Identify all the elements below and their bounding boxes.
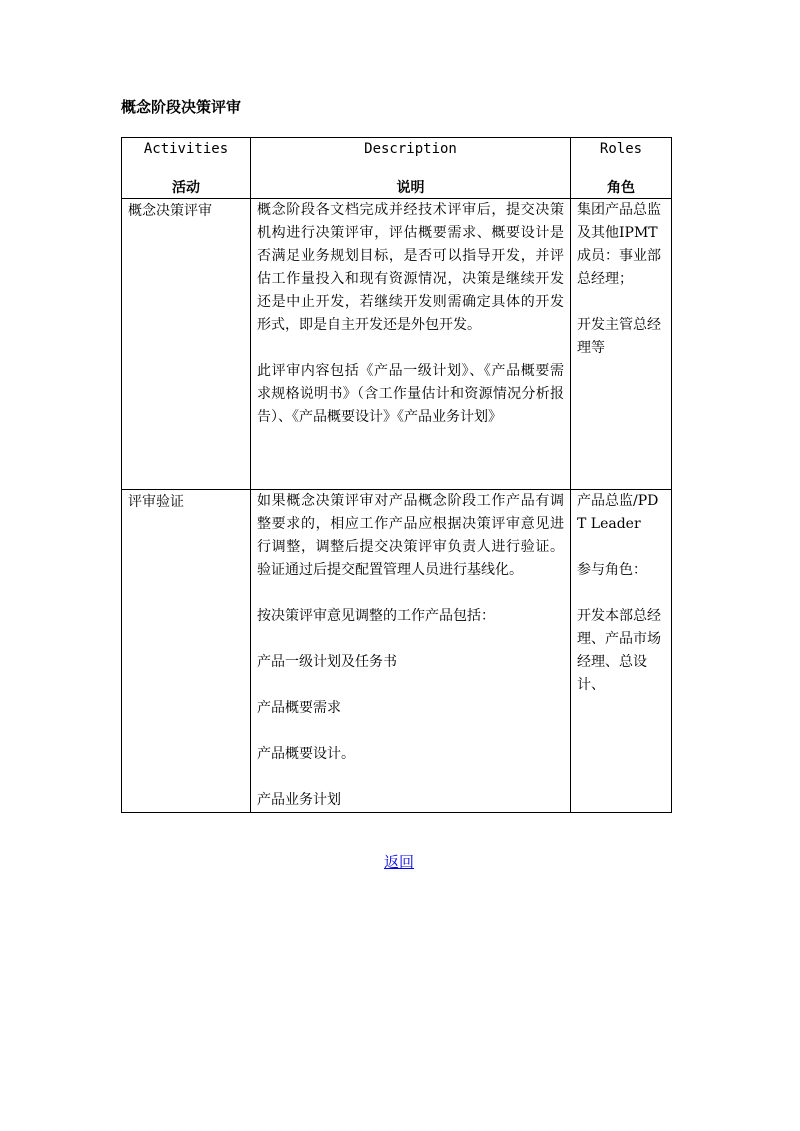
- roles-paragraph: 开发本部总经理、产品市场经理、总设计、: [577, 608, 661, 693]
- header-activities-en: Activities: [143, 141, 229, 157]
- roles-cell: [571, 199, 672, 490]
- roles-paragraph: 参与角色：: [577, 562, 647, 578]
- description-paragraph: 产品概要需求: [257, 700, 341, 716]
- description-cell: [251, 490, 571, 813]
- description-paragraph: 概念阶段各文档完成并经技术评审后，提交决策机构进行决策评审，评估概要需求、概要设计是否满足业务规划目标，是否可以指导开发，并评估工作量投入和现有资源情况，决策是继续开发还是中止开发，若继续开发则需确定具体的开发形式，即是自主开发还是外包开发。: [257, 202, 564, 333]
- roles-paragraph: 集团产品总监及其他IPMT成员：事业部总经理；: [577, 202, 661, 287]
- description-paragraph: 产品业务计划: [257, 792, 341, 808]
- description-paragraph: 按决策评审意见调整的工作产品包括：: [257, 608, 495, 624]
- header-description-en: Description: [364, 141, 457, 157]
- description-paragraph: 产品概要设计。: [257, 746, 355, 762]
- header-roles-en: Roles: [599, 141, 643, 157]
- description-paragraph: 此评审内容包括《产品一级计划》、《产品概要需求规格说明书》（含工作量估计和资源情况分析报告）、《产品概要设计》《产品业务计划》: [257, 363, 564, 425]
- activity-name: 评审验证: [128, 494, 184, 510]
- roles-paragraph: 产品总监/PDT Leader: [577, 493, 659, 532]
- header-description-zh: 说明: [396, 180, 425, 196]
- review-table: [121, 137, 672, 813]
- description-paragraph: 产品一级计划及任务书: [257, 654, 397, 670]
- description-cell: [251, 199, 571, 490]
- header-description: [251, 138, 571, 199]
- header-activities: [122, 138, 251, 199]
- header-roles: [571, 138, 672, 199]
- table-row: [122, 490, 672, 813]
- header-roles-zh: 角色: [607, 180, 635, 196]
- activity-cell: [122, 199, 251, 490]
- activity-cell: [122, 490, 251, 813]
- header-activities-zh: 活动: [172, 180, 200, 196]
- roles-cell: [571, 490, 672, 813]
- activity-name: 概念决策评审: [128, 203, 212, 219]
- roles-paragraph: 开发主管总经理等: [577, 317, 661, 356]
- table-row: [122, 199, 672, 490]
- table-header-row: [122, 138, 672, 199]
- page-title: 概念阶段决策评审: [121, 98, 242, 116]
- back-link[interactable]: 返回: [384, 853, 415, 871]
- description-paragraph: 如果概念决策评审对产品概念阶段工作产品有调整要求的，相应工作产品应根据决策评审意见进行调整，调整后提交决策评审负责人进行验证。验证通过后提交配置管理人员进行基线化。: [257, 493, 564, 578]
